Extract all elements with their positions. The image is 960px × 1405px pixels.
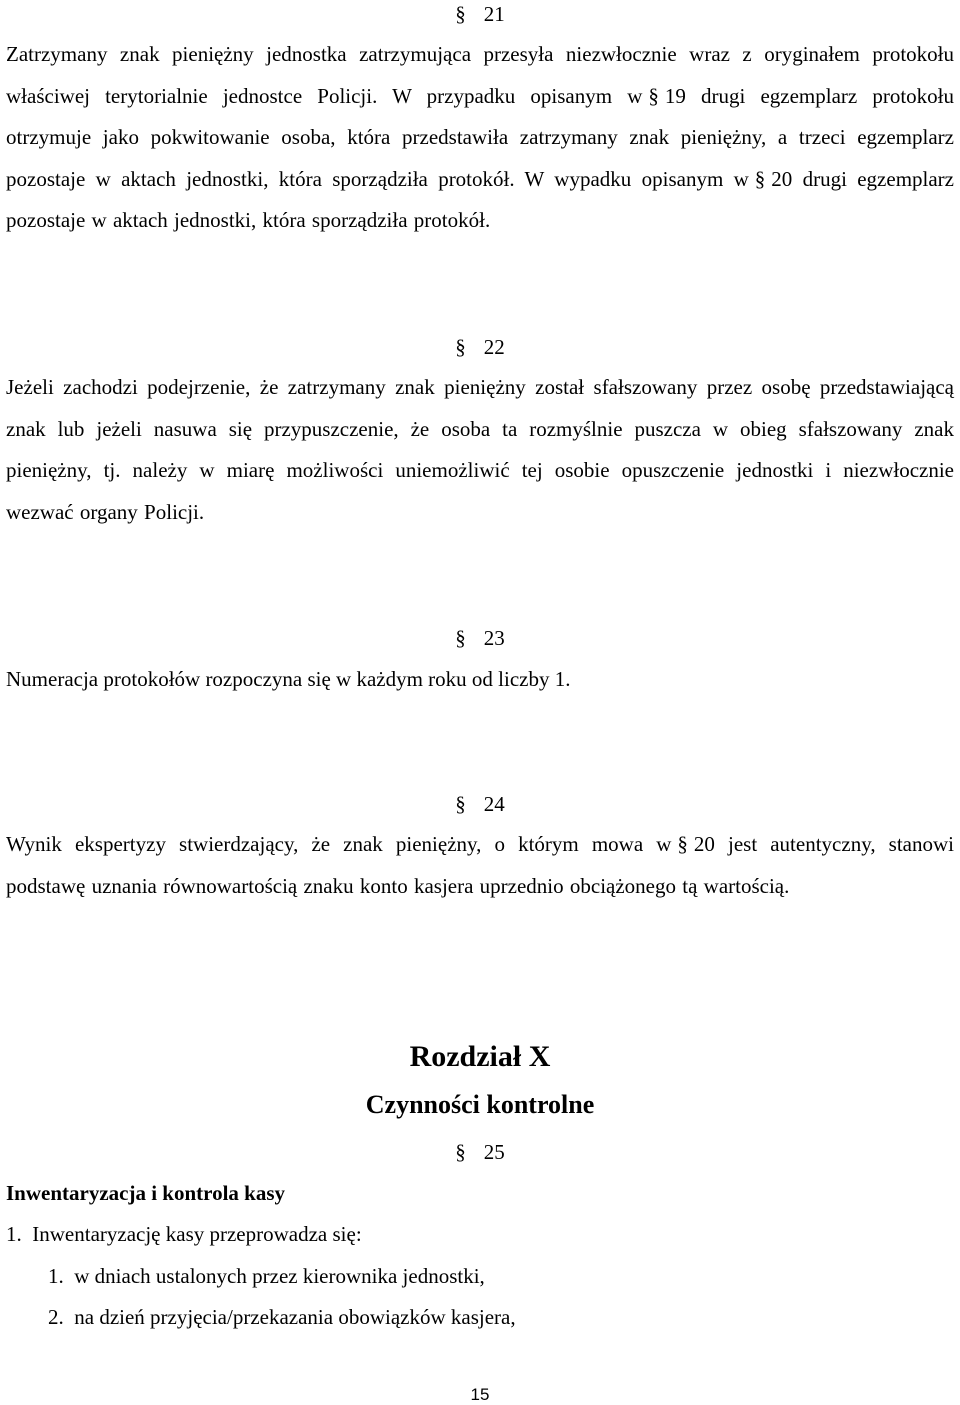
paragraph-21-text-2: 19 drugi egzemplarz protokołu otrzymuje jako pokwitowanie osoba, która przedstawiła zatrzymany znak pieniężny, a trzeci egzemplarz pozostaje w aktach jednostki, która sporządziła protokół. W wypadku opisanym w	[6, 83, 954, 191]
section-symbol: §	[455, 1140, 466, 1164]
section-symbol: §	[455, 2, 466, 26]
section-number: 21	[483, 2, 505, 26]
chapter-title: Rozdział X	[409, 1040, 551, 1073]
chapter-subtitle: Czynności kontrolne	[365, 1090, 595, 1119]
section-23-heading	[0, 626, 960, 650]
section-symbol: §	[754, 166, 766, 191]
list-item: 1. Inwentaryzację kasy przeprowadza się:	[6, 1222, 362, 1246]
list-item: 2. na dzień przyjęcia/przekazania obowiązków kasjera,	[48, 1305, 516, 1329]
section-number: 24	[483, 792, 505, 816]
section-25-heading	[0, 1140, 960, 1164]
section-24-heading	[0, 792, 960, 816]
paragraph-24	[6, 824, 954, 907]
paragraph-25-heading: Inwentaryzacja i kontrola kasy	[6, 1181, 286, 1205]
paragraph-21-text-3: 20 drugi egzemplarz pozostaje w aktach jednostki, która sporządziła protokół.	[6, 166, 954, 232]
list-item: 1. w dniach ustalonych przez kierownika jednostki,	[48, 1264, 485, 1288]
section-22-heading	[0, 335, 960, 359]
paragraph-22: Jeżeli zachodzi podejrzenie, że zatrzymany znak pieniężny został sfałszowany przez osobę przedstawiającą znak lub jeżeli nasuwa się przypuszczenie, że osoba ta rozmyślnie puszcza w obieg sfałszowany znak pieniężny, tj. należy w miarę możliwości uniemożliwić tej osobie opuszczenie jednostki i niezwłocznie wezwać organy Policji.	[6, 375, 954, 524]
section-symbol: §	[455, 335, 466, 359]
paragraph-21	[6, 34, 954, 242]
section-symbol: §	[648, 83, 659, 108]
section-number: 22	[483, 335, 505, 359]
section-symbol: §	[455, 626, 466, 650]
paragraph-24-text-2: 20 jest autentyczny, stanowi podstawę uznania równowartością znaku konto kasjera uprzednio obciążonego tą wartością.	[6, 832, 954, 898]
section-number: 25	[483, 1140, 505, 1164]
section-21-heading	[0, 2, 960, 26]
page-number: 15	[470, 1385, 490, 1404]
section-symbol: §	[455, 792, 466, 816]
section-symbol: §	[677, 832, 688, 856]
paragraph-23: Numeracja protokołów rozpoczyna się w każdym roku od liczby 1.	[6, 667, 571, 691]
paragraph-24-text-1: Wynik ekspertyzy stwierdzający, że znak pieniężny, o którym mowa w	[6, 832, 672, 856]
section-number: 23	[483, 626, 505, 650]
paragraph-21-text-1: Zatrzymany znak pieniężny jednostka zatrzymująca przesyła niezwłocznie wraz z oryginałem protokołu właściwej terytorialnie jednostce Policji. W przypadku opisanym w	[6, 42, 954, 108]
